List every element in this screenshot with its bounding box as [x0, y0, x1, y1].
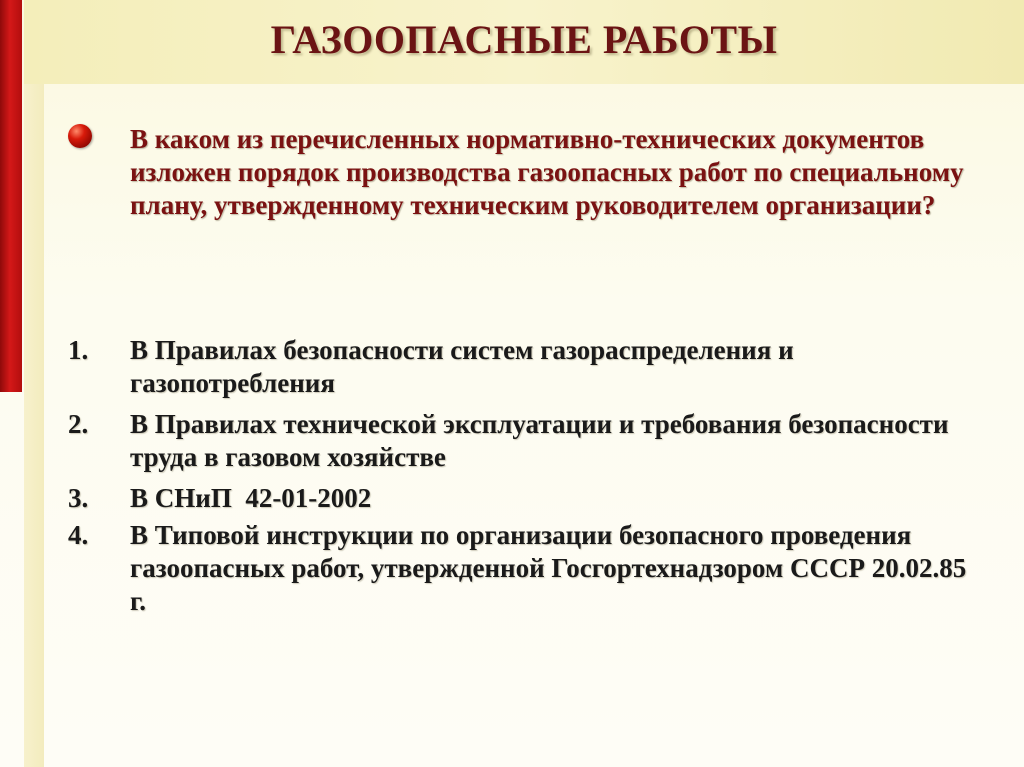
- answer-number: 2.: [68, 409, 89, 439]
- answer-item-3: [68, 482, 988, 515]
- answer-text: В Правилах безопасности систем газораспределения и газопотребления: [130, 335, 794, 398]
- question-text: В каком из перечисленных нормативно-технических документов изложен порядок производства газоопасных работ по специальному плану, утвержденному техническим руководителем организации?: [130, 124, 964, 220]
- answer-number: 1.: [68, 335, 89, 365]
- answer-text: В Правилах технической эксплуатации и требования безопасности труда в газовом хозяйстве: [130, 409, 949, 472]
- slide-title: ГАЗООПАСНЫЕ РАБОТЫ: [270, 17, 778, 62]
- red-accent-bar: [0, 0, 22, 392]
- answer-text: В СНиП 42-01-2002: [130, 483, 372, 513]
- answer-item-4: [68, 519, 988, 618]
- answer-number: 3.: [68, 483, 89, 513]
- answer-list: [68, 334, 988, 626]
- left-decorative-band: [24, 0, 44, 767]
- answer-number: 4.: [68, 520, 89, 550]
- answer-text: В Типовой инструкции по организации безопасного проведения газоопасных работ, утвержденной Госгортехнадзором СССР 20.02.85 г.: [130, 520, 967, 616]
- red-sphere-bullet-icon: [68, 124, 92, 148]
- answer-item-1: [68, 334, 988, 400]
- answer-item-2: [68, 408, 988, 474]
